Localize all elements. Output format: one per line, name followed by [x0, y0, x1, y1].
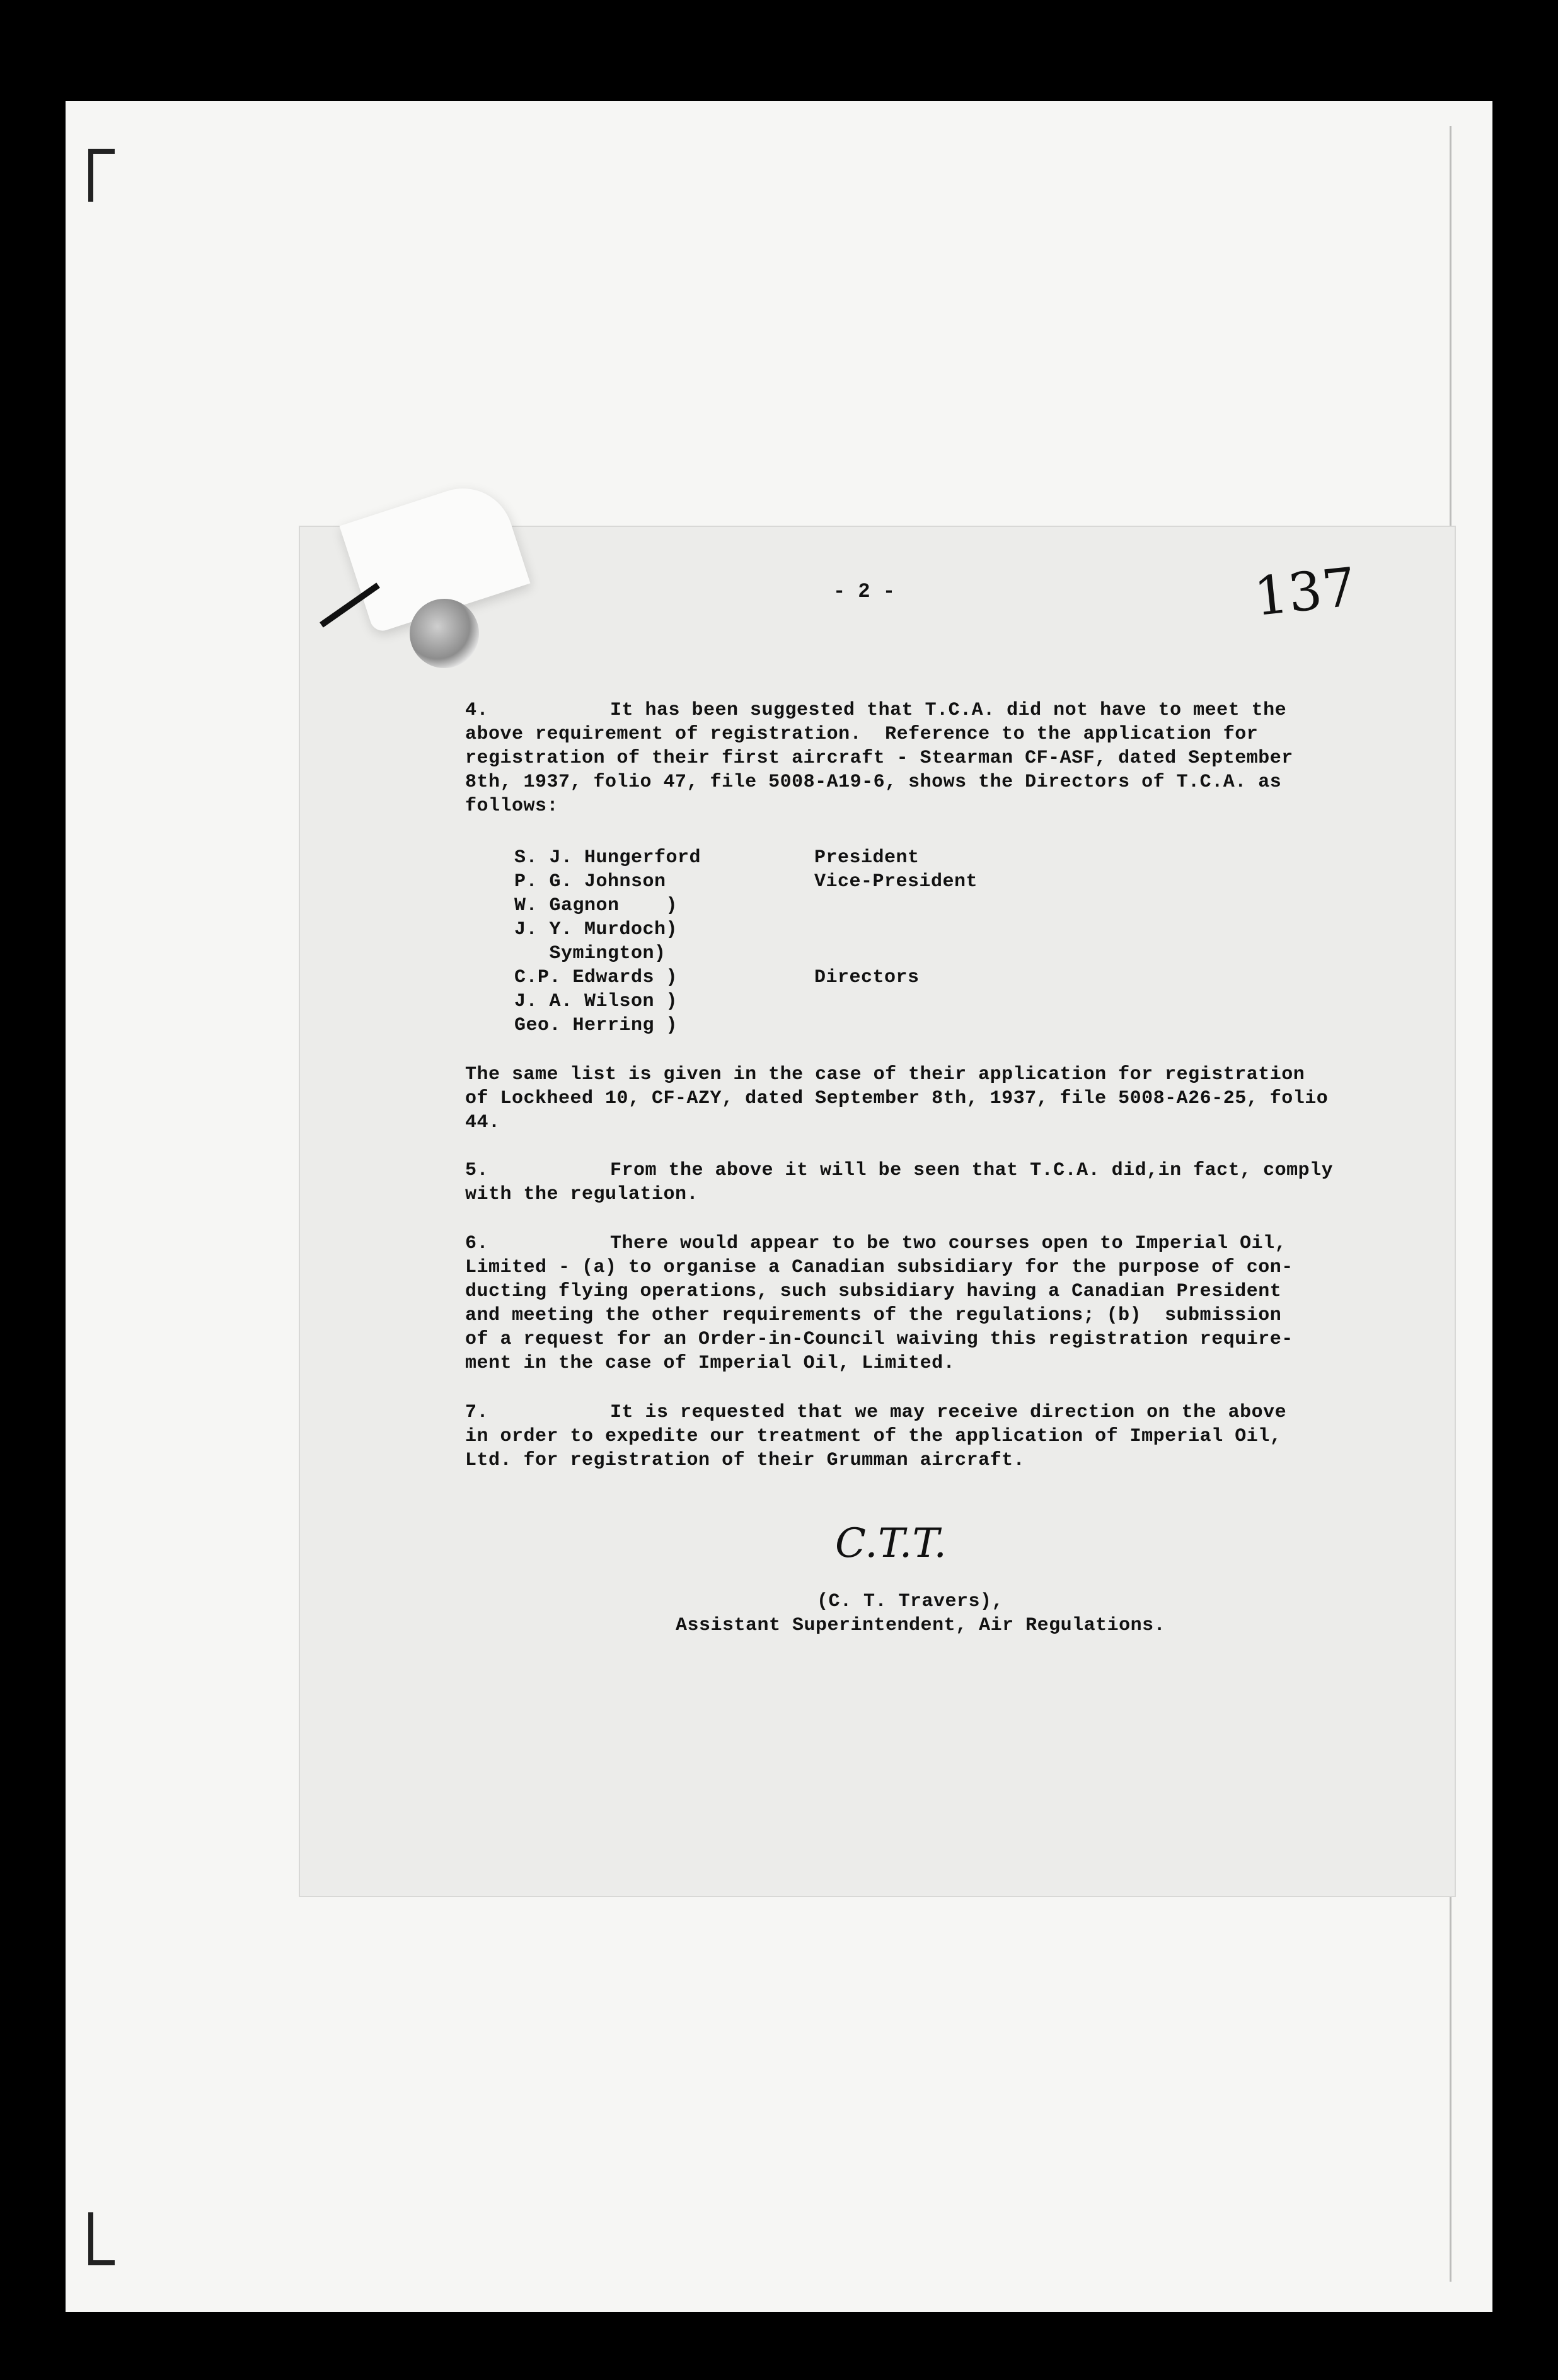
handwritten-initials: C.T.T. [835, 1520, 947, 1567]
crop-mark-top-left [88, 149, 93, 202]
director-role: President [814, 847, 920, 869]
director-name: P. G. Johnson [514, 871, 666, 893]
crop-mark-top-left [88, 149, 115, 154]
para7-line: Ltd. for registration of their Grumman aircraft. [465, 1450, 1025, 1471]
page-number: - 2 - [833, 580, 896, 603]
director-name: J. Y. Murdoch) [514, 919, 678, 940]
folio-number: 137 [1251, 555, 1359, 628]
para4-line: follows: [465, 795, 559, 817]
para7-line: in order to expedite our treatment of the application of Imperial Oil, [465, 1426, 1282, 1447]
para6-line: Limited - (a) to organise a Canadian subsidiary for the purpose of con- [465, 1257, 1293, 1278]
para4-line: registration of their first aircraft - Stearman CF-ASF, dated September [465, 748, 1293, 769]
para7-first-line: It is requested that we may receive direction on the above [610, 1402, 1287, 1423]
para6-line: ducting flying operations, such subsidiary having a Canadian President [465, 1281, 1282, 1302]
director-name: S. J. Hungerford [514, 847, 701, 869]
crop-mark-bottom-left [88, 2212, 93, 2265]
list-note-line: of Lockheed 10, CF-AZY, dated September 8th, 1937, file 5008-A26-25, folio [465, 1088, 1329, 1109]
director-name: J. A. Wilson ) [514, 991, 678, 1012]
para6-line: ment in the case of Imperial Oil, Limited. [465, 1353, 955, 1374]
para4-line: above requirement of registration. Reference to the application for [465, 724, 1259, 745]
director-name: C.P. Edwards ) [514, 967, 678, 988]
signatory-title: Assistant Superintendent, Air Regulations. [676, 1615, 1166, 1636]
director-name: W. Gagnon ) [514, 895, 678, 916]
para4-number: 4. [465, 700, 489, 721]
para6-number: 6. [465, 1233, 489, 1254]
para4-line: 8th, 1937, folio 47, file 5008-A19-6, shows the Directors of T.C.A. as [465, 771, 1282, 793]
director-role: Vice-President [814, 871, 978, 893]
list-note-line: The same list is given in the case of their application for registration [465, 1064, 1305, 1085]
paper-tear [410, 599, 479, 668]
para5-line: with the regulation. [465, 1184, 699, 1205]
para7-number: 7. [465, 1402, 489, 1423]
director-role: Directors [814, 967, 920, 988]
para5-first-line: From the above it will be seen that T.C.A. did,in fact, comply [610, 1160, 1334, 1181]
para5-number: 5. [465, 1160, 489, 1181]
para4-first-line: It has been suggested that T.C.A. did not have to meet the [610, 700, 1287, 721]
para6-line: of a request for an Order-in-Council waiving this registration require- [465, 1329, 1293, 1350]
director-name: Symington) [514, 943, 666, 964]
list-note-line: 44. [465, 1112, 500, 1133]
director-name: Geo. Herring ) [514, 1015, 678, 1036]
para6-line: and meeting the other requirements of the regulations; (b) submission [465, 1305, 1282, 1326]
para6-first-line: There would appear to be two courses open to Imperial Oil, [610, 1233, 1287, 1254]
crop-mark-bottom-left [88, 2260, 115, 2265]
signatory-name: (C. T. Travers), [817, 1591, 1004, 1612]
